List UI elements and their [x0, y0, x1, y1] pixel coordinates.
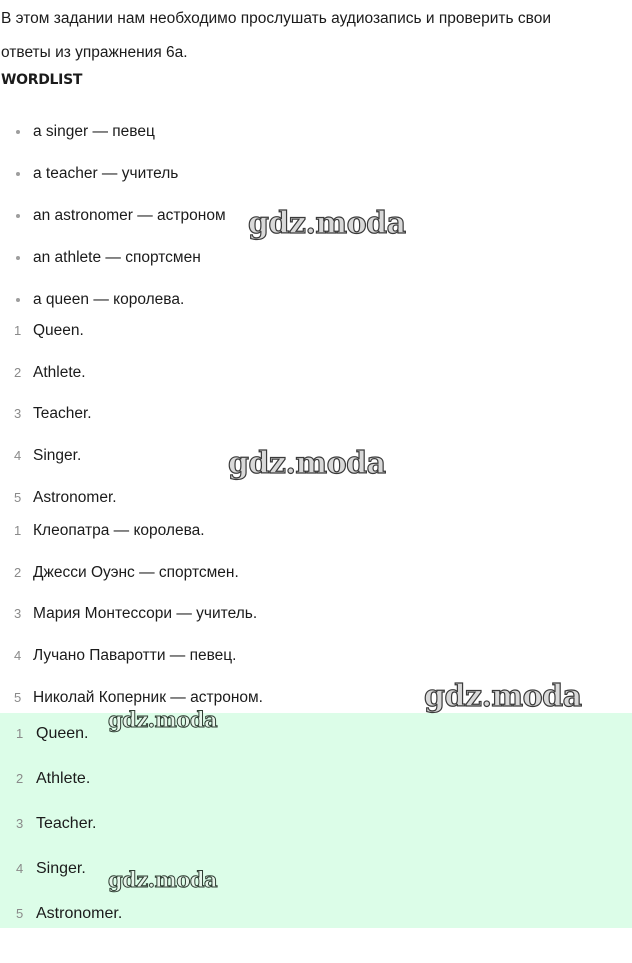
answer-box-list: [0, 711, 600, 936]
list-item: [0, 711, 600, 756]
item-text: Джесси Оуэнс — спортсмен.: [33, 563, 239, 581]
list-item: [0, 891, 600, 936]
item-text: Лучано Паваротти — певец.: [33, 647, 237, 665]
item-text: Клеопатра — королева.: [33, 522, 205, 539]
item-text: Athlete.: [33, 363, 86, 381]
list-item: [0, 593, 600, 635]
list-item: [0, 435, 600, 477]
item-number: 5: [16, 906, 24, 921]
list-item: [0, 756, 600, 801]
item-text: Astronomer.: [33, 488, 117, 506]
intro-paragraph: [0, 0, 631, 70]
item-number: 3: [14, 406, 22, 422]
item-number: 4: [14, 448, 22, 464]
item-number: 5: [14, 689, 22, 705]
intro-line-2: ответы из упражнения 6a.: [1, 44, 188, 61]
item-text: Singer.: [36, 860, 86, 877]
answer-list-professions: [0, 310, 600, 518]
item-text: Queen.: [36, 725, 89, 742]
item-number: 2: [16, 771, 24, 786]
item-text: Николай Коперник — астроном.: [33, 688, 263, 706]
list-item: [0, 510, 600, 552]
watermark-logo: gdz.moda: [108, 707, 218, 732]
item-text: Teacher.: [36, 815, 97, 832]
item-text: Мария Монтессори — учитель.: [33, 605, 258, 623]
list-item: [0, 801, 600, 846]
wordlist-item: a queen — королева.: [0, 279, 600, 321]
list-item: [0, 552, 600, 594]
answer-list-people: [0, 510, 600, 718]
item-number: 2: [14, 564, 22, 580]
list-item: [0, 846, 600, 891]
item-number: 4: [16, 861, 24, 876]
answer-box: [0, 713, 632, 928]
item-text: Singer.: [33, 447, 82, 465]
watermark-logo: gdz.moda: [248, 206, 406, 241]
list-item: [0, 393, 600, 435]
item-text: Astronomer.: [36, 905, 123, 922]
item-number: 4: [14, 648, 22, 664]
item-number: 3: [16, 816, 24, 831]
list-item: [0, 310, 600, 352]
wordlist-item: a singer — певец: [0, 111, 600, 153]
intro-line-1: В этом задании нам необходимо прослушать аудиозапись и проверить свои: [1, 10, 551, 27]
item-number: 1: [16, 726, 24, 741]
wordlist: [0, 111, 600, 321]
item-number: 2: [14, 364, 22, 380]
item-text: Teacher.: [33, 405, 92, 423]
item-number: 3: [14, 606, 22, 622]
list-item: [0, 352, 600, 394]
item-number: 5: [14, 489, 22, 505]
watermark-logo: gdz.moda: [228, 446, 386, 481]
item-text: Athlete.: [36, 770, 91, 787]
wordlist-heading: WORDLIST: [1, 72, 83, 88]
watermark-logo: gdz.moda: [108, 867, 218, 892]
item-text: Queen.: [33, 322, 84, 339]
item-number: 1: [14, 323, 22, 338]
wordlist-item: an athlete — спортсмен: [0, 237, 600, 279]
item-number: 1: [14, 523, 22, 538]
wordlist-item: a teacher — учитель: [0, 153, 600, 195]
list-item: [0, 635, 600, 677]
wordlist-item: an astronomer — астроном: [0, 195, 600, 237]
watermark-logo: gdz.moda: [424, 679, 582, 714]
